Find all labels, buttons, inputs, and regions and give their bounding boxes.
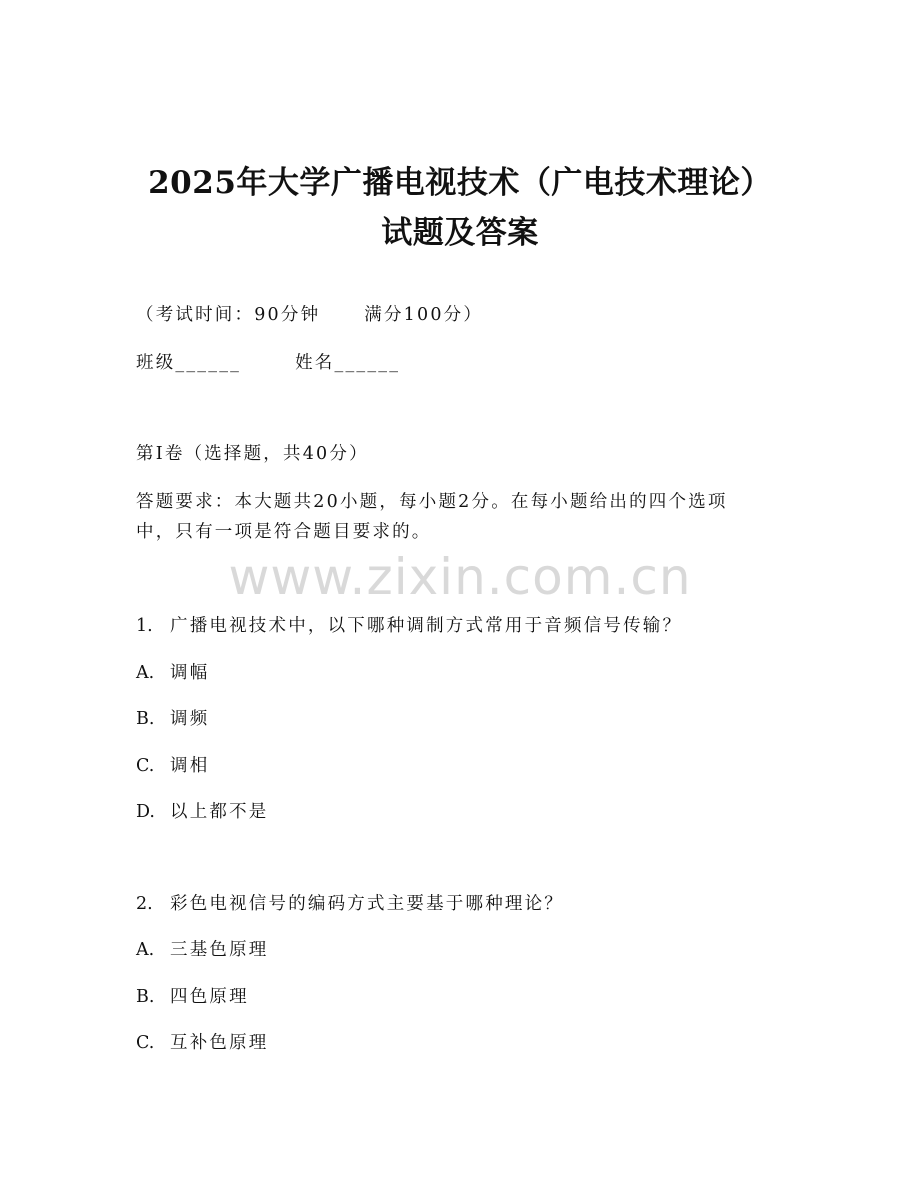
full-score: 满分100分） — [364, 305, 484, 325]
option-label: B. — [136, 987, 155, 1007]
option-a — [136, 936, 269, 961]
option-label: A. — [136, 663, 155, 683]
option-text: 调频 — [170, 709, 210, 729]
option-d — [136, 798, 269, 823]
option-b — [136, 705, 209, 730]
option-label: C. — [136, 756, 155, 776]
option-label: A. — [136, 940, 155, 960]
document-title-line1: 2025年大学广播电视技术（广电技术理论） — [148, 165, 772, 201]
question-text: 广播电视技术中，以下哪种调制方式常用于音频信号传输？ — [170, 616, 683, 636]
class-field: 班级______ — [136, 353, 242, 373]
question-text: 彩色电视信号的编码方式主要基于哪种理论？ — [170, 894, 564, 914]
option-text: 四色原理 — [170, 987, 249, 1007]
option-text: 调相 — [170, 756, 210, 776]
option-c — [136, 752, 209, 777]
exam-time: （考试时间：90分钟 — [136, 305, 321, 325]
question-1 — [136, 612, 682, 637]
question-number: 2. — [136, 894, 153, 914]
option-text: 以上都不是 — [170, 802, 269, 822]
option-text: 调幅 — [170, 663, 210, 683]
name-field: 姓名______ — [295, 353, 401, 373]
student-fields — [136, 349, 400, 374]
section-heading: 第Ⅰ卷（选择题，共40分） — [136, 444, 369, 464]
option-label: B. — [136, 709, 155, 729]
option-a — [136, 659, 209, 684]
question-2 — [136, 890, 564, 915]
exam-info — [136, 301, 483, 326]
question-number: 1. — [136, 616, 153, 636]
option-label: C. — [136, 1033, 155, 1053]
option-label: D. — [136, 802, 155, 822]
option-b — [136, 983, 249, 1008]
option-c — [136, 1029, 269, 1054]
option-text: 三基色原理 — [170, 940, 269, 960]
document-title-line2: 试题及答案 — [381, 215, 539, 251]
watermark: www.zixin.com.cn — [228, 548, 692, 606]
option-text: 互补色原理 — [170, 1033, 269, 1053]
instructions-line1: 答题要求：本大题共20小题，每小题2分。在每小题给出的四个选项 — [136, 492, 728, 512]
instructions-line2: 中，只有一项是符合题目要求的。 — [136, 522, 432, 542]
